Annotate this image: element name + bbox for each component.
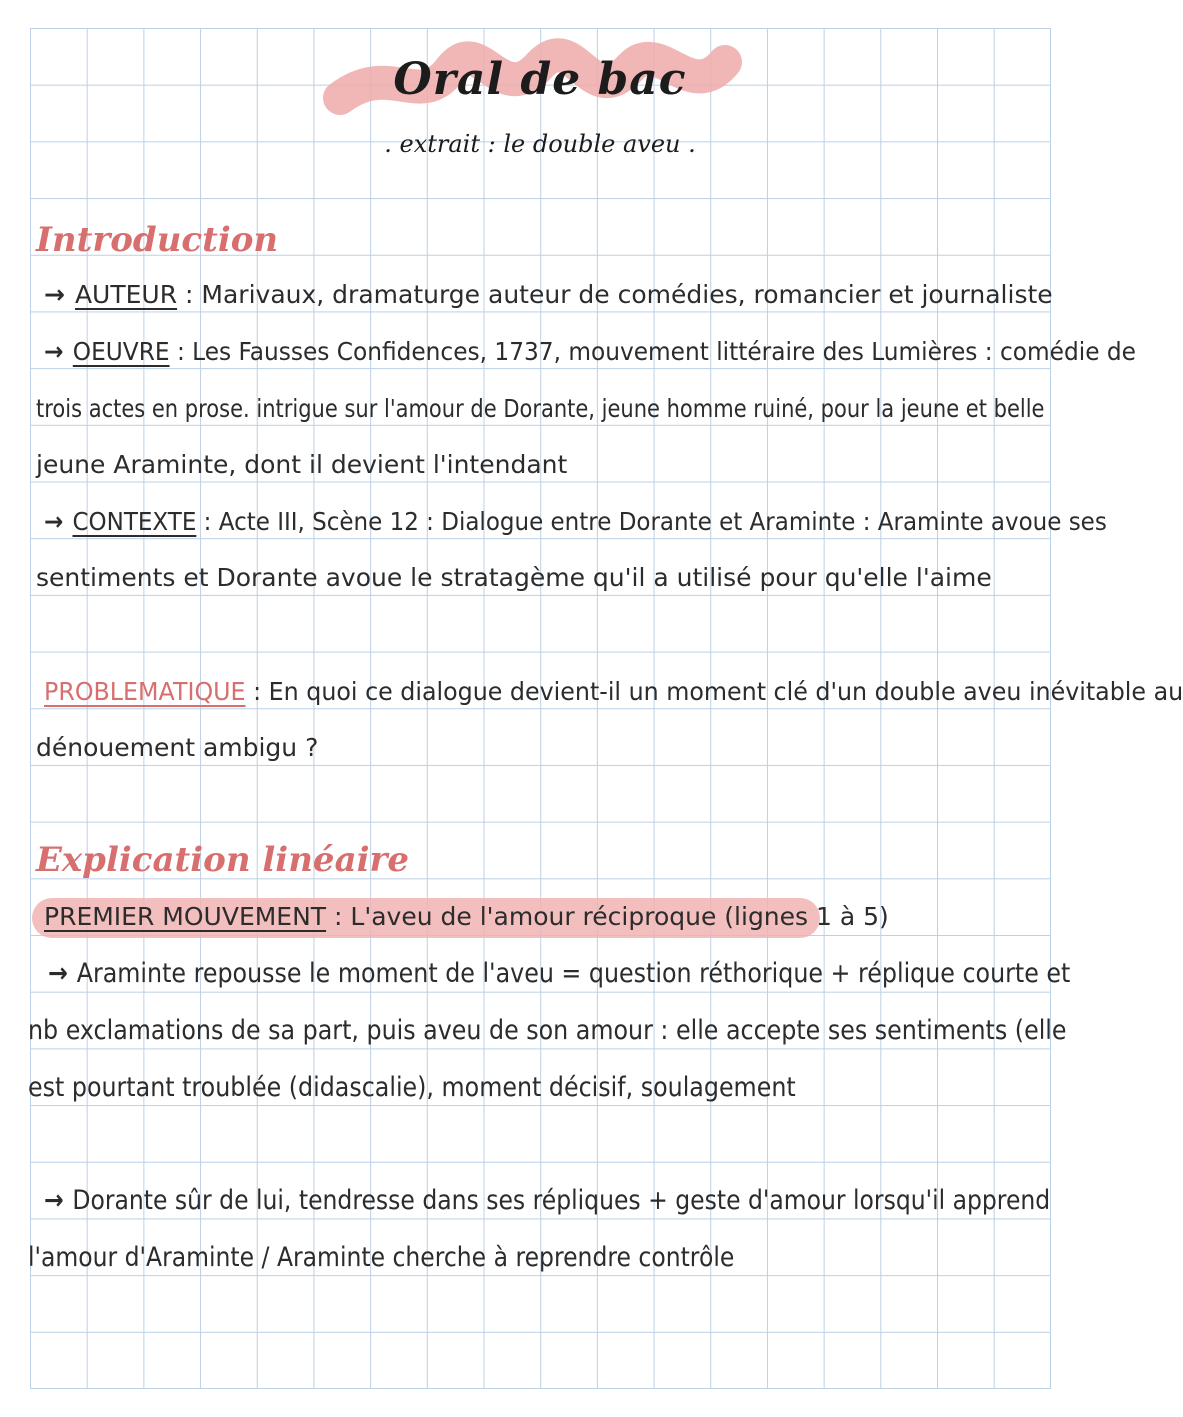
point1-line-1 <box>48 958 1070 989</box>
contexte-label: CONTEXTE <box>72 507 197 536</box>
explication-heading: Explication linéaire <box>36 840 410 880</box>
problematique-line <box>44 677 1183 706</box>
oeuvre-line-2: trois actes en prose. intrigue sur l'amour de Dorante, jeune homme ruiné, pour la jeune et belle <box>36 394 1045 423</box>
arrow-icon: → <box>44 1185 64 1216</box>
point2-line-2: l'amour d'Araminte / Araminte cherche à reprendre contrôle <box>28 1242 735 1273</box>
point2-text: Dorante sûr de lui, tendresse dans ses répliques + geste d'amour lorsqu'il apprend <box>72 1185 1051 1216</box>
introduction-heading: Introduction <box>36 220 279 260</box>
oeuvre-line <box>44 337 1136 366</box>
oeuvre-line-3: jeune Araminte, dont il devient l'intendant <box>36 450 568 479</box>
page-subtitle: . extrait : le double aveu . <box>384 130 696 158</box>
problematique-text: : En quoi ce dialogue devient-il un moment clé d'un double aveu inévitable au <box>253 677 1183 706</box>
problematique-label: PROBLEMATIQUE <box>44 677 246 706</box>
arrow-icon: → <box>44 337 64 366</box>
arrow-icon: → <box>44 280 65 309</box>
point1-line-3: est pourtant troublée (didascalie), moment décisif, soulagement <box>28 1072 796 1103</box>
mouvement-text: : L'aveu de l'amour réciproque (lignes 1 à 5) <box>334 902 889 931</box>
contexte-line-2: sentiments et Dorante avoue le stratagème qu'il a utilisé pour qu'elle l'aime <box>36 563 992 592</box>
oeuvre-label: OEUVRE <box>72 337 170 366</box>
point1-text: Araminte repousse le moment de l'aveu = question réthorique + réplique courte et <box>76 958 1071 989</box>
page-title: Oral de bac <box>393 54 687 105</box>
point1-line-2: nb exclamations de sa part, puis aveu de son amour : elle accepte ses sentiments (elle <box>28 1015 1067 1046</box>
auteur-text: : Marivaux, dramaturge auteur de comédies, romancier et journaliste <box>185 280 1053 309</box>
auteur-line <box>44 280 1053 309</box>
contexte-line <box>44 507 1107 536</box>
problematique-line-2: dénouement ambigu ? <box>36 733 319 762</box>
title-block <box>330 20 750 158</box>
mouvement-label: PREMIER MOUVEMENT <box>44 902 327 931</box>
oeuvre-text: : Les Fausses Confidences, 1737, mouvement littéraire des Lumières : comédie de <box>176 337 1136 366</box>
arrow-icon: → <box>48 958 68 989</box>
arrow-icon: → <box>44 507 64 536</box>
mouvement-line <box>44 902 889 931</box>
auteur-label: AUTEUR <box>74 280 178 309</box>
point2-line-1 <box>44 1185 1050 1216</box>
contexte-text: : Acte III, Scène 12 : Dialogue entre Dorante et Araminte : Araminte avoue ses <box>203 507 1107 536</box>
